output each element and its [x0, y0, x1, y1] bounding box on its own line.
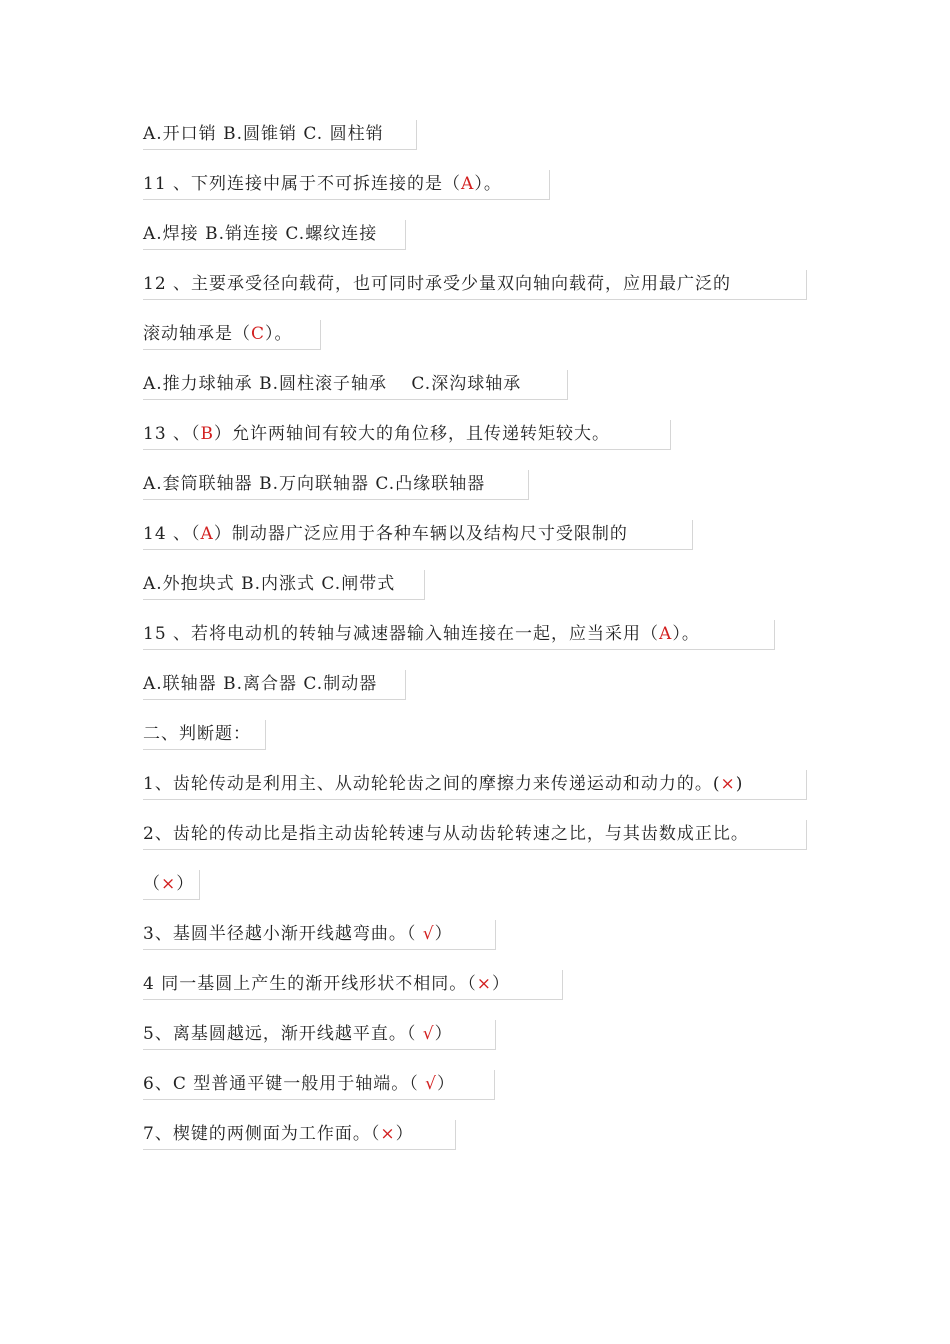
answer-mark: √ — [425, 1074, 437, 1094]
judgment-4: 4 同一基圆上产生的渐开线形状不相同。（×） — [143, 970, 563, 1000]
section-heading: 二、判断题： — [143, 720, 266, 750]
judgment-2-cont: （×） — [143, 870, 200, 900]
judgment-3: 3、基圆半径越小渐开线越弯曲。（ √） — [143, 920, 496, 950]
judgment-7: 7、楔键的两侧面为工作面。（×） — [143, 1120, 456, 1150]
question-12-cont: 滚动轴承是（C）。 — [143, 320, 321, 350]
option-line-10: A.开口销 B.圆锥销 C. 圆柱销 — [143, 120, 417, 150]
option-line-12: A.推力球轴承 B.圆柱滚子轴承 C.深沟球轴承 — [143, 370, 568, 400]
judgment-6: 6、C 型普通平键一般用于轴端。（ √） — [143, 1070, 495, 1100]
answer-mark: √ — [422, 924, 435, 944]
question-15: 15 、若将电动机的转轴与减速器输入轴连接在一起，应当采用（A）。 — [143, 620, 775, 650]
judgment-5: 5、离基圆越远，渐开线越平直。（ √） — [143, 1020, 496, 1050]
answer-mark: A — [200, 524, 214, 544]
judgment-1: 1、齿轮传动是利用主、从动轮轮齿之间的摩擦力来传递运动和动力的。(×) — [143, 770, 807, 800]
answer-mark: × — [720, 774, 736, 794]
answer-mark: √ — [422, 1024, 435, 1044]
answer-mark: C — [251, 324, 266, 344]
option-line-14: A.外抱块式 B.内涨式 C.闸带式 — [143, 570, 425, 600]
answer-mark: × — [476, 974, 492, 994]
answer-mark: × — [161, 874, 177, 894]
option-line-15: A.联轴器 B.离合器 C.制动器 — [143, 670, 406, 700]
question-12: 12 、主要承受径向载荷，也可同时承受少量双向轴向载荷，应用最广泛的 — [143, 270, 807, 300]
answer-mark: A — [659, 624, 673, 644]
answer-mark: A — [461, 174, 475, 194]
question-13: 13 、（B）允许两轴间有较大的角位移，且传递转矩较大。 — [143, 420, 671, 450]
question-11: 11 、下列连接中属于不可拆连接的是（A）。 — [143, 170, 550, 200]
question-14: 14 、（A）制动器广泛应用于各种车辆以及结构尺寸受限制的 — [143, 520, 693, 550]
option-line-11: A.焊接 B.销连接 C.螺纹连接 — [143, 220, 406, 250]
answer-mark: B — [200, 424, 215, 444]
option-line-13: A.套筒联轴器 B.万向联轴器 C.凸缘联轴器 — [143, 470, 529, 500]
answer-mark: × — [380, 1124, 396, 1144]
judgment-2: 2、齿轮的传动比是指主动齿轮转速与从动齿轮转速之比，与其齿数成正比。 — [143, 820, 807, 850]
